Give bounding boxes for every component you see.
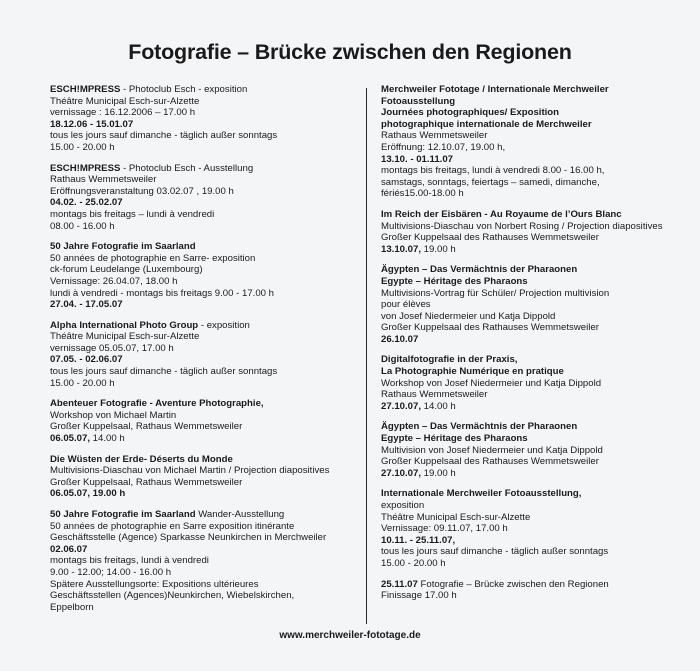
event-line	[381, 232, 681, 244]
event-line	[50, 163, 350, 175]
event-text: Geschäftsstelle (Agence) Sparkasse Neunkirchen in Merchweiler	[50, 532, 327, 544]
event-line	[50, 241, 350, 253]
event-text-bold: 10.11. - 25.11.07,	[381, 534, 456, 546]
event-text-bold: 13.10.07,	[381, 243, 422, 255]
event-line	[50, 378, 350, 390]
event-text: Théâtre Municipal Esch-sur-Alzette	[381, 511, 531, 523]
event-line	[50, 331, 350, 343]
event-line	[50, 174, 350, 186]
event-text-bold: 04.02. - 25.02.07	[50, 197, 123, 209]
event-line	[50, 276, 350, 288]
event-line	[50, 555, 350, 567]
event-line	[381, 311, 681, 323]
event-text: 14.00 h	[421, 400, 456, 412]
event-text-bold: 25.11.07	[381, 578, 418, 590]
event-line	[50, 343, 350, 355]
event-entry	[50, 454, 350, 500]
event-line	[50, 410, 350, 422]
event-line	[381, 84, 681, 96]
event-line	[381, 590, 681, 602]
event-line	[50, 119, 350, 131]
event-text: fériés15.00-18.00 h	[381, 188, 464, 200]
event-entry	[50, 509, 350, 613]
event-text: montags bis freitags, lundi à vendredi	[50, 555, 209, 567]
event-line	[50, 221, 350, 233]
event-text: Multivision von Josef Niedermeier und Katja Dippold	[381, 444, 603, 456]
event-line	[50, 320, 350, 332]
event-line	[50, 579, 350, 591]
event-text-bold: Merchweiler Fototage / Internationale Merchweiler	[381, 84, 609, 95]
event-line	[381, 401, 681, 413]
event-text: tous les jours sauf dimanche - täglich außer sonntags	[381, 546, 609, 558]
event-text-bold: Digitalfotografie in der Praxis,	[381, 354, 518, 366]
event-line	[50, 366, 350, 378]
event-line	[50, 421, 350, 433]
event-line	[381, 378, 681, 390]
event-text: Vernissage: 09.11.07, 17.00 h	[381, 523, 508, 535]
event-text: Geschäftsstellen (Agences)Neunkirchen, Wiebelskirchen,	[50, 590, 295, 602]
event-entry	[381, 84, 681, 200]
event-line	[50, 398, 350, 410]
event-text-bold: Die Wüsten der Erde- Déserts du Monde	[50, 453, 233, 465]
event-text: lundi à vendredi - montags bis freitags 9.00 - 17.00 h	[50, 287, 274, 299]
left-column	[50, 84, 350, 622]
event-line	[381, 154, 681, 166]
event-line	[381, 322, 681, 334]
event-text: Rathaus Wemmetsweiler	[381, 389, 488, 401]
event-text: Großer Kuppelsaal, Rathaus Wemmetsweiler	[50, 421, 243, 433]
event-text: 19.00 h	[421, 467, 456, 479]
event-text-bold: Abenteuer Fotografie - Aventure Photographie,	[50, 398, 264, 410]
event-line	[50, 354, 350, 366]
event-entry	[50, 84, 350, 154]
event-text: Multivisions-Vortrag für Schüler/ Projection multivision	[381, 287, 610, 299]
event-line	[50, 602, 350, 614]
event-text: Multivisions-Diaschau von Michael Martin / Projection diapositives	[50, 465, 330, 477]
event-text-bold: Ägypten – Das Vermächtnis der Pharaonen	[381, 421, 578, 433]
event-entry	[381, 421, 681, 479]
event-text: samstags, sonntags, feiertags – samedi, dimanche,	[381, 176, 600, 188]
event-text: 08.00 - 16.00 h	[50, 220, 115, 232]
event-text-bold: ESCH!MPRESS	[50, 162, 121, 174]
event-line	[381, 389, 681, 401]
event-line	[381, 264, 681, 276]
event-text: montags bis freitags, lundi à vendredi 8.00 - 16.00 h,	[381, 165, 605, 177]
event-line	[381, 445, 681, 457]
event-text: tous les jours sauf dimanche - täglich außer sonntags	[50, 366, 278, 378]
event-line	[381, 288, 681, 300]
event-text: Großer Kuppelsaal des Rathauses Wemmetsweiler	[381, 322, 599, 334]
event-line	[50, 477, 350, 489]
event-entry	[50, 241, 350, 311]
event-line	[381, 119, 681, 131]
event-line	[381, 421, 681, 433]
event-text: exposition	[381, 500, 425, 511]
event-text: Workshop von Josef Niedermeier und Katja Dippold	[381, 377, 602, 389]
event-line	[381, 488, 681, 500]
event-text: Eppelborn	[50, 601, 94, 613]
event-line	[50, 433, 350, 445]
column-divider	[366, 88, 367, 624]
event-line	[381, 96, 681, 108]
event-text-bold: Internationale Merchweiler Fotoausstellung,	[381, 488, 582, 500]
event-line	[50, 532, 350, 544]
event-text-bold: 18.12.06 - 15.01.07	[50, 118, 134, 130]
event-text-bold: 06.05.07,	[50, 433, 91, 445]
event-line	[381, 512, 681, 524]
event-line	[381, 456, 681, 468]
event-line	[50, 567, 350, 579]
event-text: 9.00 - 12.00; 14.00 - 16.00 h	[50, 566, 172, 578]
event-line	[381, 500, 681, 512]
event-text: - exposition	[198, 319, 250, 331]
event-entry	[381, 579, 681, 602]
event-text: Rathaus Wemmetsweiler	[50, 174, 157, 186]
event-entry	[381, 264, 681, 345]
event-text: tous les jours sauf dimanche - täglich außer sonntags	[50, 130, 278, 142]
event-text-bold: 27.04. - 17.05.07	[50, 299, 123, 311]
event-text: 50 années de photographie en Sarre exposition itinérante	[50, 520, 295, 532]
event-line	[381, 209, 681, 221]
event-text-bold: Ägypten – Das Vermächtnis der Pharaonen	[381, 264, 578, 276]
event-line	[50, 521, 350, 533]
event-text-bold: 07.05. - 02.06.07	[50, 354, 123, 366]
page-title: Fotografie – Brücke zwischen den Regionen	[128, 40, 572, 64]
event-line	[50, 142, 350, 154]
event-text: Großer Kuppelsaal des Rathauses Wemmetsweiler	[381, 456, 599, 468]
event-line	[50, 299, 350, 311]
event-text: ck-forum Leudelange (Luxembourg)	[50, 264, 203, 276]
event-line	[50, 209, 350, 221]
event-text-bold: 06.05.07, 19.00 h	[50, 488, 126, 500]
event-text: Théâtre Municipal Esch-sur-Alzette	[50, 95, 200, 107]
event-text: Großer Kuppelsaal, Rathaus Wemmetsweiler	[50, 476, 243, 488]
event-text-bold: Im Reich der Eisbären - Au Royaume de l’Ours Blanc	[381, 208, 622, 220]
event-text: 15.00 - 20.00 h	[381, 557, 446, 569]
event-line	[381, 165, 681, 177]
event-text: Spätere Ausstellungsorte: Expositions ultérieures	[50, 578, 259, 590]
event-line	[50, 253, 350, 265]
event-text-bold: Egypte – Héritage des Pharaons	[381, 433, 528, 445]
event-text: 15.00 - 20.00 h	[50, 141, 115, 153]
event-text-bold: La Photographie Numérique en pratique	[381, 366, 564, 378]
event-entry	[50, 163, 350, 233]
event-text-bold: 50 Jahre Fotografie im Saarland	[50, 241, 196, 253]
event-line	[381, 535, 681, 547]
event-text: Vernissage: 26.04.07, 18.00 h	[50, 275, 178, 287]
event-line	[381, 142, 681, 154]
event-line	[50, 454, 350, 466]
event-line	[50, 96, 350, 108]
event-text: 14.00 h	[90, 433, 125, 445]
event-text-bold: Egypte – Héritage des Pharaons	[381, 275, 528, 287]
event-line	[381, 579, 681, 591]
event-line	[381, 177, 681, 189]
event-text-bold: 50 Jahre Fotografie im Saarland	[50, 509, 196, 520]
event-text-bold: Alpha International Photo Group	[50, 319, 199, 331]
event-line	[381, 299, 681, 311]
event-line	[50, 590, 350, 602]
event-line	[381, 433, 681, 445]
event-text: vernissage 05.05.07, 17.00 h	[50, 342, 174, 354]
event-line	[50, 264, 350, 276]
event-text: Théâtre Municipal Esch-sur-Alzette	[50, 331, 200, 343]
event-text: - Photoclub Esch - Ausstellung	[120, 162, 254, 174]
event-line	[381, 188, 681, 200]
event-text: Rathaus Wemmetsweiler	[381, 130, 488, 142]
event-entry	[50, 398, 350, 444]
event-text-bold: 13.10. - 01.11.07	[381, 153, 454, 165]
event-text: Finissage 17.00 h	[381, 590, 457, 602]
event-line	[50, 197, 350, 209]
event-text-bold: 27.10.07,	[381, 400, 422, 412]
event-line	[50, 509, 350, 521]
event-line	[381, 366, 681, 378]
event-line	[381, 276, 681, 288]
event-text: vernissage : 16.12.2006 – 17.00 h	[50, 107, 196, 119]
event-line	[50, 544, 350, 556]
event-text: 19.00 h	[421, 243, 456, 255]
event-line	[381, 354, 681, 366]
event-entry	[381, 209, 681, 255]
event-text: von Josef Niedermeier und Katja Dippold	[381, 310, 556, 322]
event-line	[381, 558, 681, 570]
event-text-bold: Fotoausstellung	[381, 95, 456, 107]
event-text: Eröffnung: 12.10.07, 19.00 h,	[381, 141, 506, 153]
event-text: - Photoclub Esch - exposition	[120, 84, 248, 95]
event-line	[50, 84, 350, 96]
event-text: montags bis freitags – lundi à vendredi	[50, 208, 215, 220]
event-text: Fotografie – Brücke zwischen den Regionen	[417, 578, 609, 590]
event-text: Wander-Ausstellung	[195, 509, 285, 520]
event-entry	[50, 320, 350, 390]
event-line	[50, 465, 350, 477]
event-text: 50 années de photographie en Sarre- exposition	[50, 252, 256, 264]
event-text-bold: 27.10.07,	[381, 467, 422, 479]
event-text: Großer Kuppelsaal des Rathauses Wemmetsweiler	[381, 232, 599, 244]
event-line	[381, 334, 681, 346]
event-entry	[381, 354, 681, 412]
event-text-bold: 26.10.07	[381, 333, 419, 345]
event-line	[50, 288, 350, 300]
event-text-bold: ESCH!MPRESS	[50, 84, 121, 95]
event-text: pour élèves	[381, 299, 431, 311]
event-text: Eröffnungsveranstaltung 03.02.07 , 19.00 h	[50, 185, 234, 197]
event-text: Multivisions-Diaschau von Norbert Rosing / Projection diapositives	[381, 220, 663, 232]
right-column	[381, 84, 681, 611]
event-line	[381, 107, 681, 119]
event-line	[381, 130, 681, 142]
event-entry	[381, 488, 681, 569]
event-line	[381, 244, 681, 256]
event-line	[381, 468, 681, 480]
event-line	[381, 546, 681, 558]
event-line	[381, 221, 681, 233]
event-text-bold: Journées photographiques/ Exposition	[381, 107, 560, 119]
event-line	[381, 523, 681, 535]
event-text-bold: photographique internationale de Merchweiler	[381, 118, 592, 130]
event-line	[50, 107, 350, 119]
event-line	[50, 130, 350, 142]
event-text: Workshop von Michael Martin	[50, 409, 177, 421]
event-line	[50, 488, 350, 500]
event-text-bold: 02.06.07	[50, 543, 88, 555]
event-text: 15.00 - 20.00 h	[50, 377, 115, 389]
event-line	[50, 186, 350, 198]
website-link[interactable]: www.merchweiler-fototage.de	[279, 630, 421, 641]
